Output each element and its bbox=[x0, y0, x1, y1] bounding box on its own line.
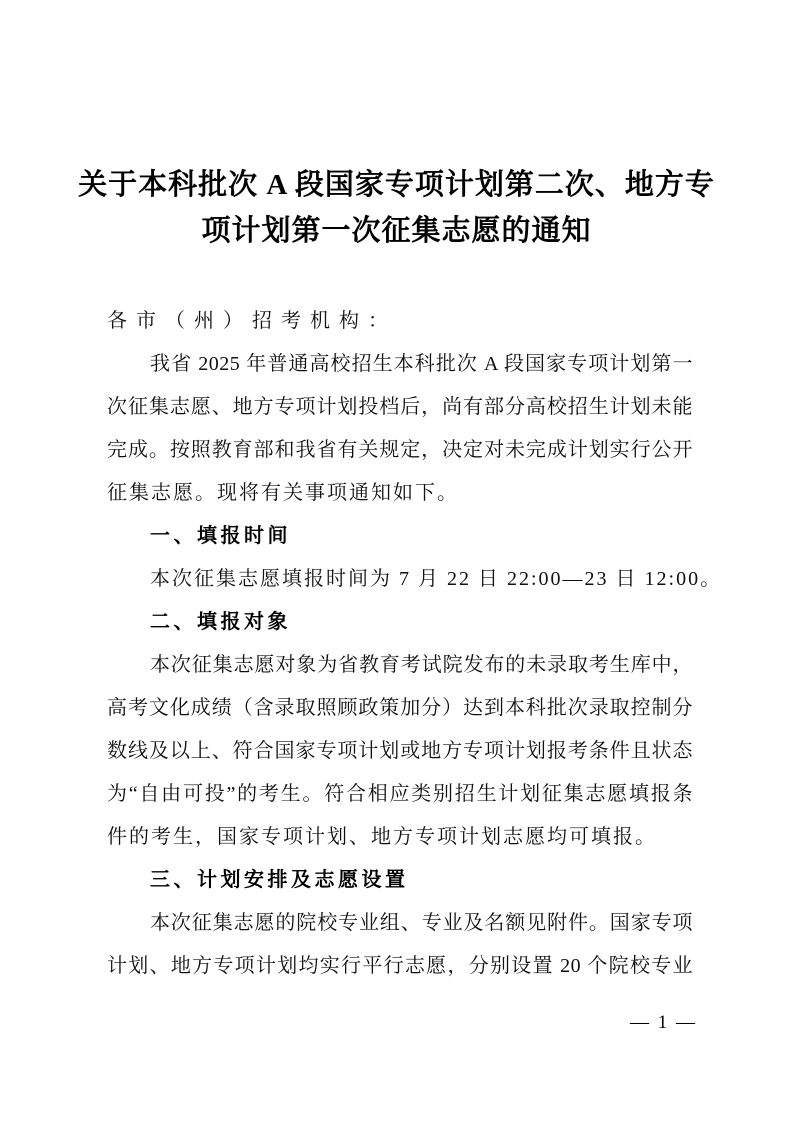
section-heading-2: 二、填报对象 bbox=[150, 611, 291, 633]
paragraph-line: 计划、地方专项计划均实行平行志愿，分别设置 20 个院校专业 bbox=[107, 955, 693, 977]
salutation: 各市（州）招考机构： bbox=[107, 310, 397, 332]
page-number: — 1 — bbox=[630, 1012, 697, 1033]
paragraph-line: 为“自由可投”的考生。符合相应类别招生计划征集志愿填报条 bbox=[107, 783, 693, 805]
section-heading-1: 一、填报时间 bbox=[150, 525, 291, 547]
document-title bbox=[0, 162, 793, 254]
section-heading-3: 三、计划安排及志愿设置 bbox=[150, 869, 409, 891]
document-body bbox=[107, 300, 723, 988]
paragraph-line: 次征集志愿、地方专项计划投档后，尚有部分高校招生计划未能 bbox=[107, 396, 693, 418]
paragraph-line: 本次征集志愿的院校专业组、专业及名额见附件。国家专项 bbox=[150, 912, 693, 934]
paragraph-line: 本次征集志愿对象为省教育考试院发布的未录取考生库中， bbox=[150, 654, 693, 676]
paragraph-line: 本次征集志愿填报时间为 7 月 22 日 22:00—23 日 12:00。 bbox=[150, 568, 723, 590]
paragraph-line: 征集志愿。现将有关事项通知如下。 bbox=[107, 482, 459, 504]
paragraph-line: 件的考生，国家专项计划、地方专项计划志愿均可填报。 bbox=[107, 826, 657, 848]
paragraph-line: 我省 2025 年普通高校招生本科批次 A 段国家专项计划第一 bbox=[150, 353, 693, 375]
paragraph-line: 数线及以上、符合国家专项计划或地方专项计划报考条件且状态 bbox=[107, 740, 693, 762]
title-line-1: 关于本科批次 A 段国家专项计划第二次、地方专 bbox=[78, 169, 715, 201]
paragraph-line: 完成。按照教育部和我省有关规定，决定对未完成计划实行公开 bbox=[107, 439, 693, 461]
paragraph-line: 高考文化成绩（含录取照顾政策加分）达到本科批次录取控制分 bbox=[107, 697, 693, 719]
title-line-2: 项计划第一次征集志愿的通知 bbox=[201, 215, 592, 247]
